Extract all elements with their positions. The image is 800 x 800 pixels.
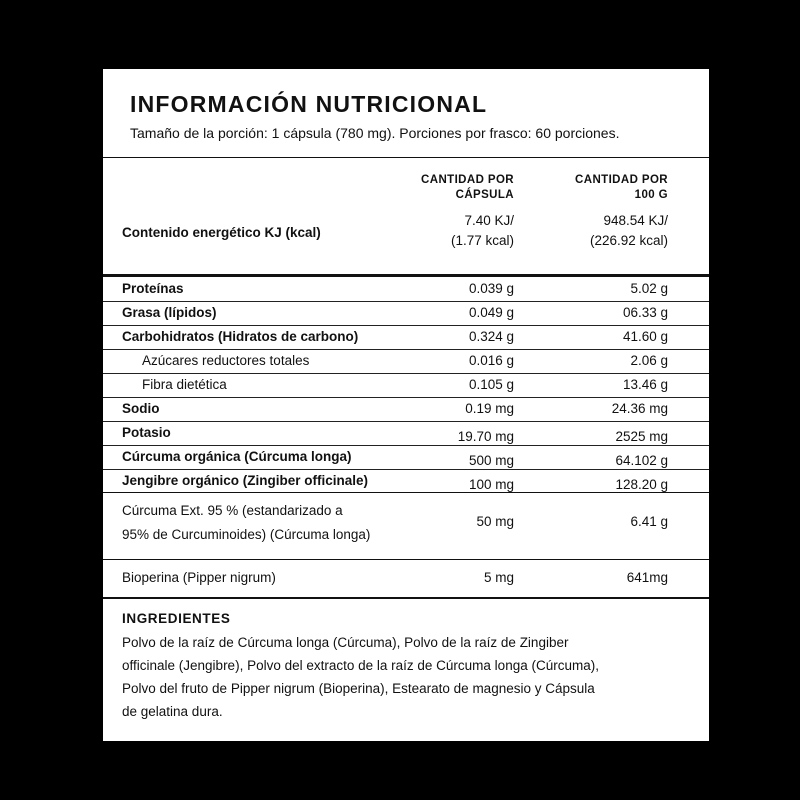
table-row: Potasio 19.70 mg 2525 mg — [103, 421, 709, 446]
ingredients-text: Polvo de la raíz de Cúrcuma longa (Cúrcuma), Polvo de la raíz de Zingiber officinale (Jengibre), Polvo del extracto de la raíz de Cúrcuma longa (Cúrcuma), Polvo del fruto de Pipper nigrum (Bioperina), Estearato de magnesio y Cápsula de gelatina dura. — [122, 635, 599, 719]
table-row: Cúrcuma orgánica (Cúrcuma longa) 500 mg 64.102 g — [103, 445, 709, 470]
page-title: INFORMACIÓN NUTRICIONAL — [130, 91, 488, 117]
energy-per-capsule: 7.40 KJ/ (1.77 kcal) — [450, 213, 514, 248]
table-row: Jengibre orgánico (Zingiber officinale) 100 mg 128.20 g — [122, 473, 668, 492]
extract-name: Cúrcuma Ext. 95 % (estandarizado a 95% de Curcuminoides) (Cúrcuma longa) — [122, 503, 371, 542]
bioperine-per-100g: 641mg — [626, 570, 668, 585]
serving-size: Tamaño de la porción: 1 cápsula (780 mg). Porciones por frasco: 60 porciones. — [130, 125, 620, 141]
table-row: Azúcares reductores totales 0.016 g 2.06 g — [103, 349, 709, 374]
bioperine-name: Bioperina (Pipper nigrum) — [122, 570, 276, 585]
divider — [103, 492, 709, 493]
label-header — [103, 69, 709, 158]
divider — [103, 597, 709, 599]
table-row: Carbohidratos (Hidratos de carbono) 0.324 g 41.60 g — [103, 325, 709, 350]
column-header-per-100g: CANTIDAD POR 100 G — [575, 174, 668, 201]
table-row: Fibra dietética 0.105 g 13.46 g — [103, 373, 709, 398]
nutrition-label — [103, 69, 709, 741]
energy-label: Contenido energético KJ (kcal) — [122, 225, 321, 240]
energy-per-100g: 948.54 KJ/ (226.92 kcal) — [589, 213, 668, 248]
column-header-per-capsule: CANTIDAD POR CÁPSULA — [421, 174, 514, 201]
ingredients-title: INGREDIENTES — [122, 611, 231, 626]
table-row: Grasa (lípidos) 0.049 g 06.33 g — [103, 301, 709, 326]
extract-per-100g: 6.41 g — [630, 514, 668, 529]
table-row: Proteínas 0.039 g 5.02 g — [103, 277, 709, 302]
bioperine-per-capsule: 5 mg — [483, 570, 514, 585]
table-row: Sodio 0.19 mg 24.36 mg — [103, 397, 709, 422]
extract-per-capsule: 50 mg — [476, 514, 514, 529]
divider — [103, 559, 709, 560]
